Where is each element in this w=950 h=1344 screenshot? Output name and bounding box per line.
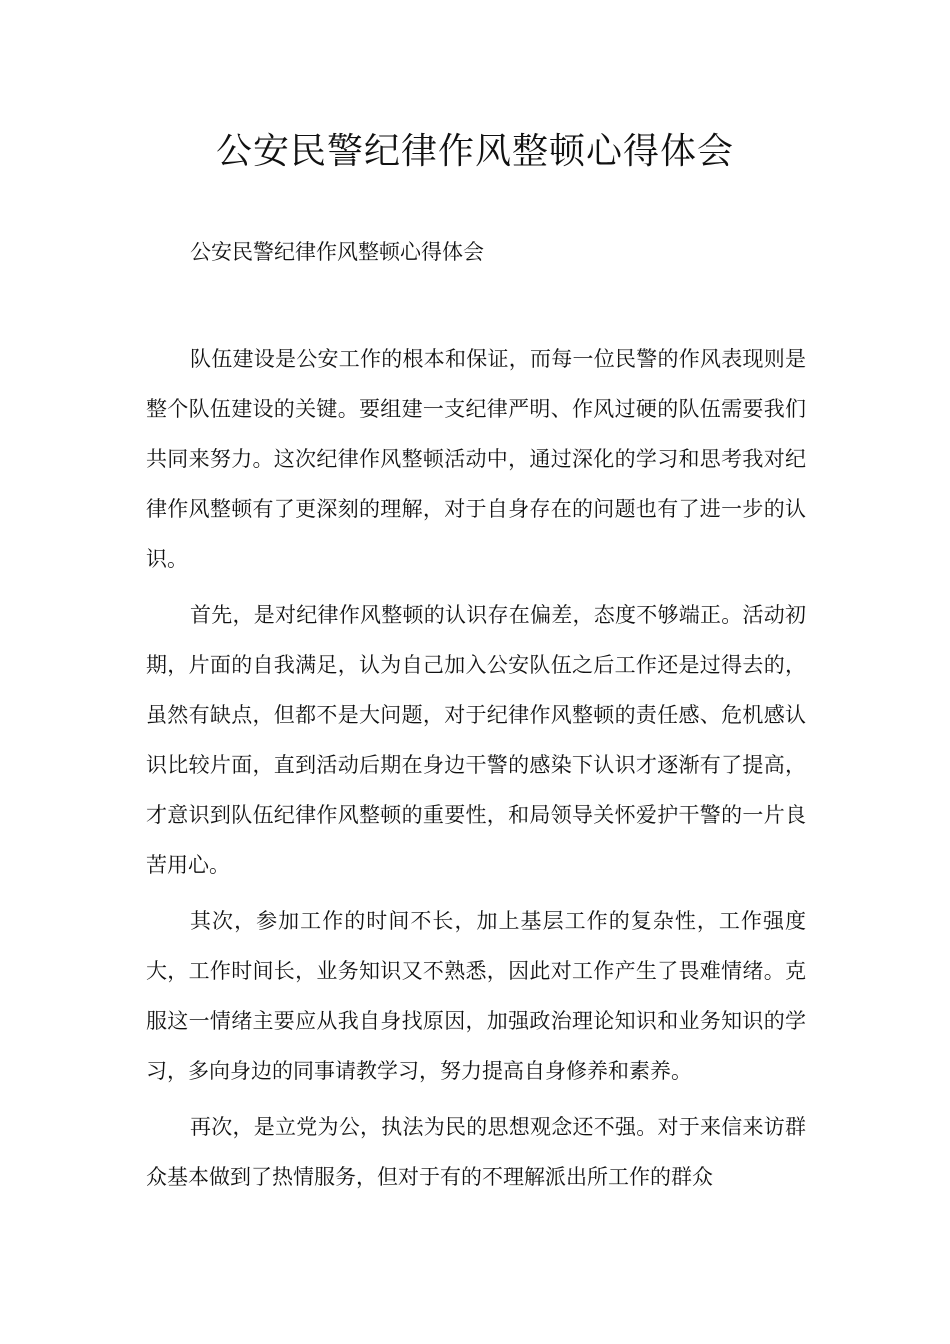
document-body xyxy=(146,334,806,1208)
document-subtitle: 公安民警纪律作风整顿心得体会 xyxy=(190,240,484,264)
paragraph-2: 首先，是对纪律作风整顿的认识存在偏差，态度不够端正。活动初期，片面的自我满足，认为自己加入公安队伍之后工作还是过得去的，虽然有缺点，但都不是大问题，对于纪律作风整顿的责任感、危机感认识比较片面，直到活动后期在身边干警的感染下认识才逐渐有了提高，才意识到队伍纪律作风整顿的重要性，和局领导关怀爱护干警的一片良苦用心。 xyxy=(146,603,806,877)
paragraph-1: 队伍建设是公安工作的根本和保证，而每一位民警的作风表现则是整个队伍建设的关键。要组建一支纪律严明、作风过硬的队伍需要我们共同来努力。这次纪律作风整顿活动中，通过深化的学习和思考我对纪律作风整顿有了更深刻的理解，对于自身存在的问题也有了进一步的认识。 xyxy=(146,347,806,571)
paragraph-4: 再次，是立党为公，执法为民的思想观念还不强。对于来信来访群众基本做到了热情服务，但对于有的不理解派出所工作的群众 xyxy=(146,1115,806,1189)
document-title: 公安民警纪律作风整顿心得体会 xyxy=(215,131,734,172)
paragraph-3: 其次，参加工作的时间不长，加上基层工作的复杂性，工作强度大，工作时间长，业务知识又不熟悉，因此对工作产生了畏难情绪。克服这一情绪主要应从我自身找原因，加强政治理论知识和业务知识的学习，多向身边的同事请教学习，努力提高自身修养和素养。 xyxy=(146,909,806,1083)
